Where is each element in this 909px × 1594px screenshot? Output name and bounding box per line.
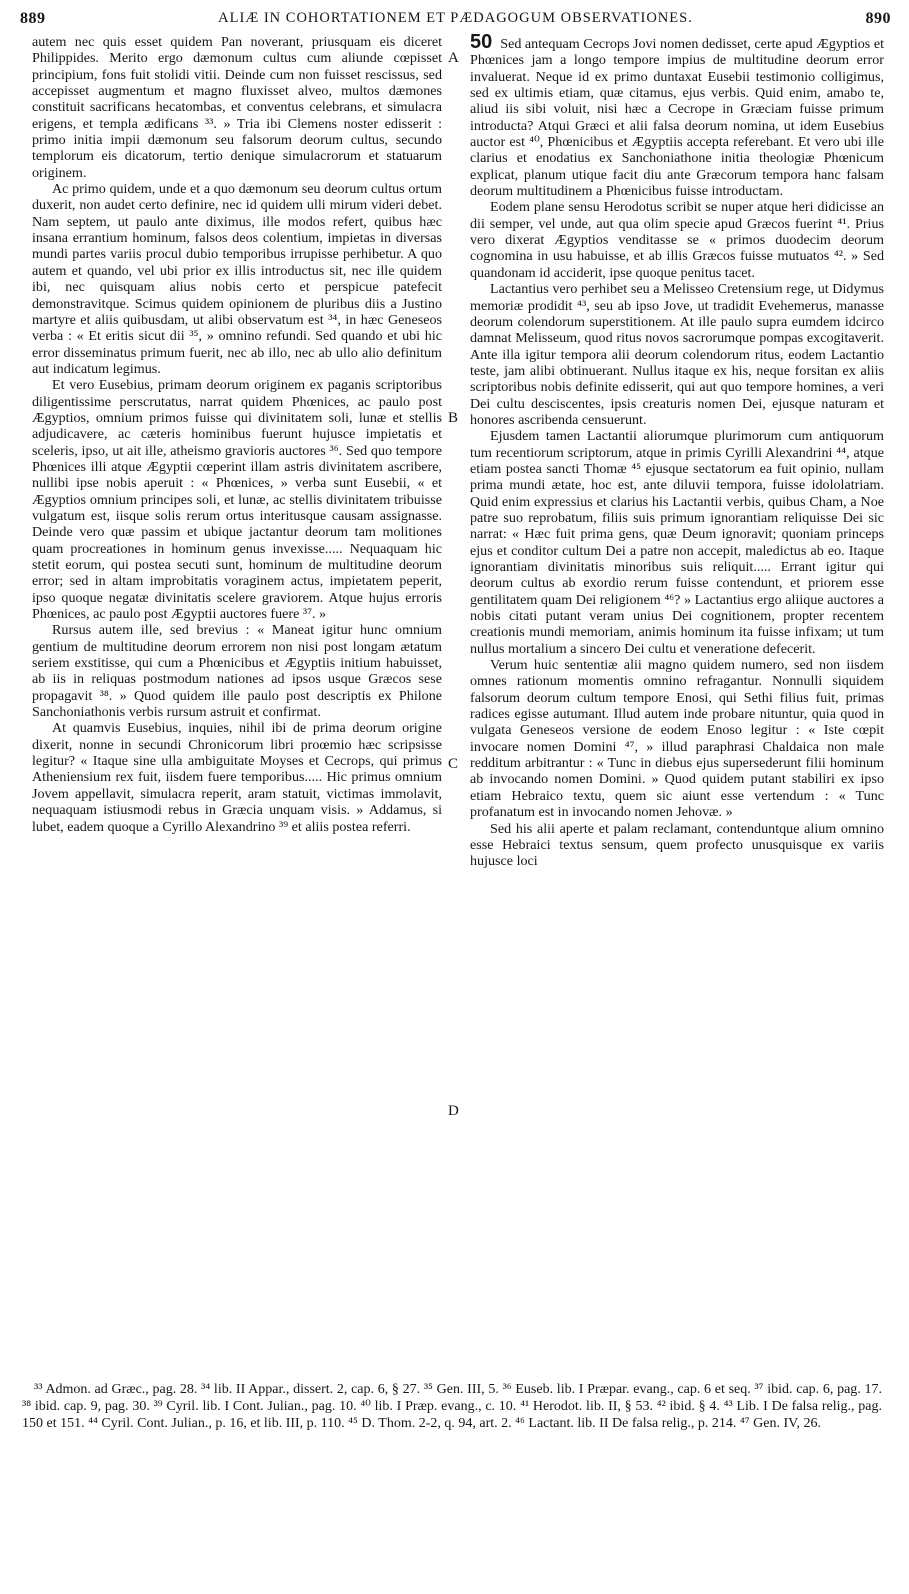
section-number: 50	[470, 31, 493, 53]
column-marker-a: A	[448, 50, 459, 66]
paragraph-section-50	[470, 31, 884, 200]
paragraph: Eodem plane sensu Herodotus scribit se nuper atque heri didicisse an dii semper, vel unde, aut qua olim specie apud Græcos fuerint ⁴¹. Prius vero dixerat Ægyptios venditasse se « primos duodecim deorum cognomina in usu habuisse, et ab illis Græcos fuisse mutuatos ⁴². » Sed quandonam id acciderit, ipse quoque penitus tacet.	[470, 199, 884, 281]
paragraph: Rursus autem ille, sed brevius : « Maneat igitur hunc omnium gentium de multitudine deorum errorem non nisi post longam ætatum seriem exstitisse, qui cum a Phœnicibus et Ægyptiis initium habuisset, ab iis in reliquas postmodum nationes ad ipsos usque Græcos sese propagavit ³⁸. » Quod quidem ille paulo post descriptis ex Philone Sanchoniathonis verbis rursum astruit et confirmat.	[32, 622, 442, 721]
footnotes	[22, 1381, 882, 1433]
paragraph: Lactantius vero perhibet seu a Melisseo Cretensium rege, ut Didymus memoriæ prodidit ⁴³, seu ab ipso Jove, ut tradidit Evehemerus, manasse deorum colendorum superstitionem. At ille paulo supra eumdem idcirco damnat Melisseum, quod ritus novos sacrorumque pompas excogitaverit. Ante illa igitur tempora alii deorum colendorum ritus, eodem Lactantio teste, jam alibi obtinuerant. Nullus itaque ex his, neque forsitan ex aliis scriptoribus nobis definite edisserit, qui aut quo tempore homines, a veri Dei cultu desciscentes, ipsis creaturis nomen Dei, ejusque naturam et honores ascribenda censuerunt.	[470, 281, 884, 428]
paragraph: autem nec quis esset quidem Pan noverant, priusquam eis diceret Philippides. Merito ergo dæmonum cultus cum aliunde cœpisset principium, fons fuit stolidi vitii. Deinde cum non fuisset rescissus, sed accepisset augmentum et magno fluxisset alveo, multos dæmones constituit sacrificans hecatombas, et conventus celebrans, et simulacra erigens, et templa ædificans ³³. » Tria ibi Clemens noster edisserit : primo initia impii dæmonum seu falsorum deorum cultus, secundo templorum eis dicatorum, tertio denique simulacrorum et statuarum originem.	[32, 34, 442, 181]
column-marker-c: C	[448, 756, 459, 772]
left-column	[32, 34, 442, 835]
page-number-right: 890	[865, 10, 891, 27]
paragraph: Et vero Eusebius, primam deorum originem ex paganis scriptoribus diligentissime perscrutatus, narrat quidem Phœnices, ac paulo post Ægyptios, omnium primos fuisse qui divinitatem soli, lunæ et stellis adjudicavere, ac cæteris hominibus fuerunt hujusce impietatis et sceleris, ipso, ut ait ille, atheismo gravioris auctores ³⁶. Sed quo tempore Phœnices illi atque Ægyptii cœperint illam astris divinitatem ascribere, nullibi ipse nobis aperuit : « Phœnices, » verba sunt Eusebii, « et Ægyptios omnium principes soli, et lunæ, ac stellis divinitatem tribuisse vulgatum est, iisque solis rerum ortus interitusque causam assignasse. Deinde vero quæ passim et ubique jactantur deorum tam molitiones quam procreationes in hominum genus invexisse..... Nequaquam hic stetit eorum, qui postea secuti sunt, hominum de multitudine deorum error; sed in altam improbitatis voraginem actus, impietatem peperit, ipso quoque negatæ divinitatis scelere graviorem. Atque hujus erroris Phœnices, ac paulo post Ægyptii auctores fuere ³⁷. »	[32, 377, 442, 623]
paragraph: Sed his alii aperte et palam reclamant, contenduntque alium omnino esse Hebraici textus sensum, quem profecto unusquisque ex variis hujusce loci	[470, 820, 884, 870]
column-marker-d: D	[448, 1103, 459, 1119]
footnote-text: ³³ Admon. ad Græc., pag. 28. ³⁴ lib. II Appar., dissert. 2, cap. 6, § 27. ³⁵ Gen. III, 5. ³⁶ Euseb. lib. I Præpar. evang., cap. 6 et seq. ³⁷ ibid. cap. 6, pag. 17. ³⁸ ibid. cap. 9, pag. 30. ³⁹ Cyril. lib. I Cont. Julian., pag. 10. ⁴⁰ lib. I Præp. evang., c. 10. ⁴¹ Herodot. lib. II, § 53. ⁴² ibid. § 4. ⁴³ Lib. I De falsa relig., pag. 150 et 151. ⁴⁴ Cyril. Cont. Julian., p. 16, et lib. III, p. 110. ⁴⁵ D. Thom. 2-2, q. 94, art. 2. ⁴⁶ Lactant. lib. II De falsa relig., p. 214. ⁴⁷ Gen. IV, 26.	[22, 1382, 882, 1432]
page-number-left: 889	[20, 10, 46, 27]
running-title: ALIÆ IN COHORTATIONEM ET PÆDAGOGUM OBSERVATIONES.	[218, 10, 693, 26]
paragraph: Verum huic sententiæ alii magno quidem numero, sed non iisdem omnes rationum momentis omnino refragantur. Nonnulli siquidem falsorum deorum cultum tempore Enosi, qui Sethi filius fuit, primas radices egisse autumant. Illud autem inde probare nituntur, quia quod in vulgata Geneseos versione de eodem Enoso legitur : « Iste cœpit invocare nomen Domini ⁴⁷, » illud paraphrasi Chaldaica non male redditum arbitrantur : « Tunc in diebus ejus supersederunt filii hominum ab invocando nomen Domini. » Quod quidem putant stabiliri ex ipso etiam Hebraico textu, quem sic aiunt esse vertendum : « Tunc profanatum est in invocando nomen Jehovæ. »	[470, 657, 884, 821]
column-marker-b: B	[448, 410, 459, 426]
running-header	[20, 10, 891, 34]
paragraph: Ac primo quidem, unde et a quo dæmonum seu deorum cultus ortum duxerit, non audet certo definire, nec id quidem ulli mirum videri debet. Nam septem, ut paulo ante diximus, ille modos refert, quibus hæc insana errantium hominum, falsos deos colentium, impietas in diversas mundi partes variis procul dubio temporibus irrupisse perhibetur. A quo autem et quando, vel ubi prior ex illis introductus sit, nec ille quidem ibi, nec quisquam alius nobis certo et perspicue patefecit demonstravitque. Scimus quidem opinionem de pluribus diis a Justino martyre et aliis quibusdam, ut alibi observatum est ³⁴, in hæc Geneseos verba : « Et eritis sicut dii ³⁵, » omnino refundi. Sed quando et ubi hic error disseminatus primum fuerit, nec ab illo, nec ab ullo alio definitum aut indicatum legimus.	[32, 181, 442, 377]
footnote-divider	[20, 1372, 890, 1373]
paragraph: At quamvis Eusebius, inquies, nihil ibi de prima deorum origine dixerit, nonne in secundi Chronicorum libri proœmio hæc scripsisse legitur? « Itaque sine ulla ambiguitate Moyses et Cecrops, qui primus Atheniensium rex fuit, iisdem fuere temporibus..... Hic primus omnium Jovem appellavit, simulacra reperit, aram statuit, victimas immolavit, nequaquam istiusmodi rebus in Græcia unquam visis. » Addamus, si lubet, eadem quoque a Cyrillo Alexandrino ³⁹ et aliis postea referri.	[32, 720, 442, 835]
right-column	[470, 31, 884, 870]
paragraph: Ejusdem tamen Lactantii aliorumque plurimorum cum antiquorum tum recentiorum scriptorum, atque in primis Cyrilli Alexandrini ⁴⁴, atque etiam postea sancti Thomæ ⁴⁵ ejusque sectatorum ea fuit opinio, nullam prima mundi ætate, hoc est, ante diluvii tempora, fuisse idololatriam. Quid enim expressius et clarius his Lactantii verbis, quibus Cham, a Noe patre suo reprobatum, filiis suis primum ignorantiam reliquisse Dei sic narrat: « Hæc fuit prima gens, quæ Deum ignoravit; quoniam princeps ejus et conditor cultum Dei a patre non accepit, maledictus ab eo. Itaque ignorantiam divinitatis minoribus suis reliquit..... Errant igitur qui deorum cultus ab exordio rerum fuisse contendunt, et priorem esse gentilitatem quam Dei religionem ⁴⁶? » Lactantius ergo aliique auctores a nobis citati putant veram unius Dei cognitionem, propter recentem creationis mundi memoriam, animis hominum ita fuisse infixam; ut tum nullus mortalium a sincero Dei cultu et veneratione defecerit.	[470, 428, 884, 657]
paragraph-text: Sed antequam Cecrops Jovi nomen dedisset, certe apud Ægyptios et Phœnices jam a longo tempore impius de multitudine deorum error invaluerat. Neque id ex primo duntaxat Eusebii testimonio colligimus, sed ex ultimis etiam, quæ citamus, ejus verbis. Quid enim, amabo te, aliud iis sibi voluit, nisi hæc a Cecrope in Græciam fuisse primum introducta? Atqui Græci et alii falsa deorum nomina, ut idem Eusebius auctor est ⁴⁰, Phœnicibus et Ægyptiis accepta referebant. Et vero ubi ille clarius et enodatius ex Sanchoniathone initia theologiæ Phœnicum explicat, planum utique facit diu ante Græcorum tempora hanc falsam deorum multitudinem a Phœnicibus fuisse introductam.	[470, 36, 884, 200]
